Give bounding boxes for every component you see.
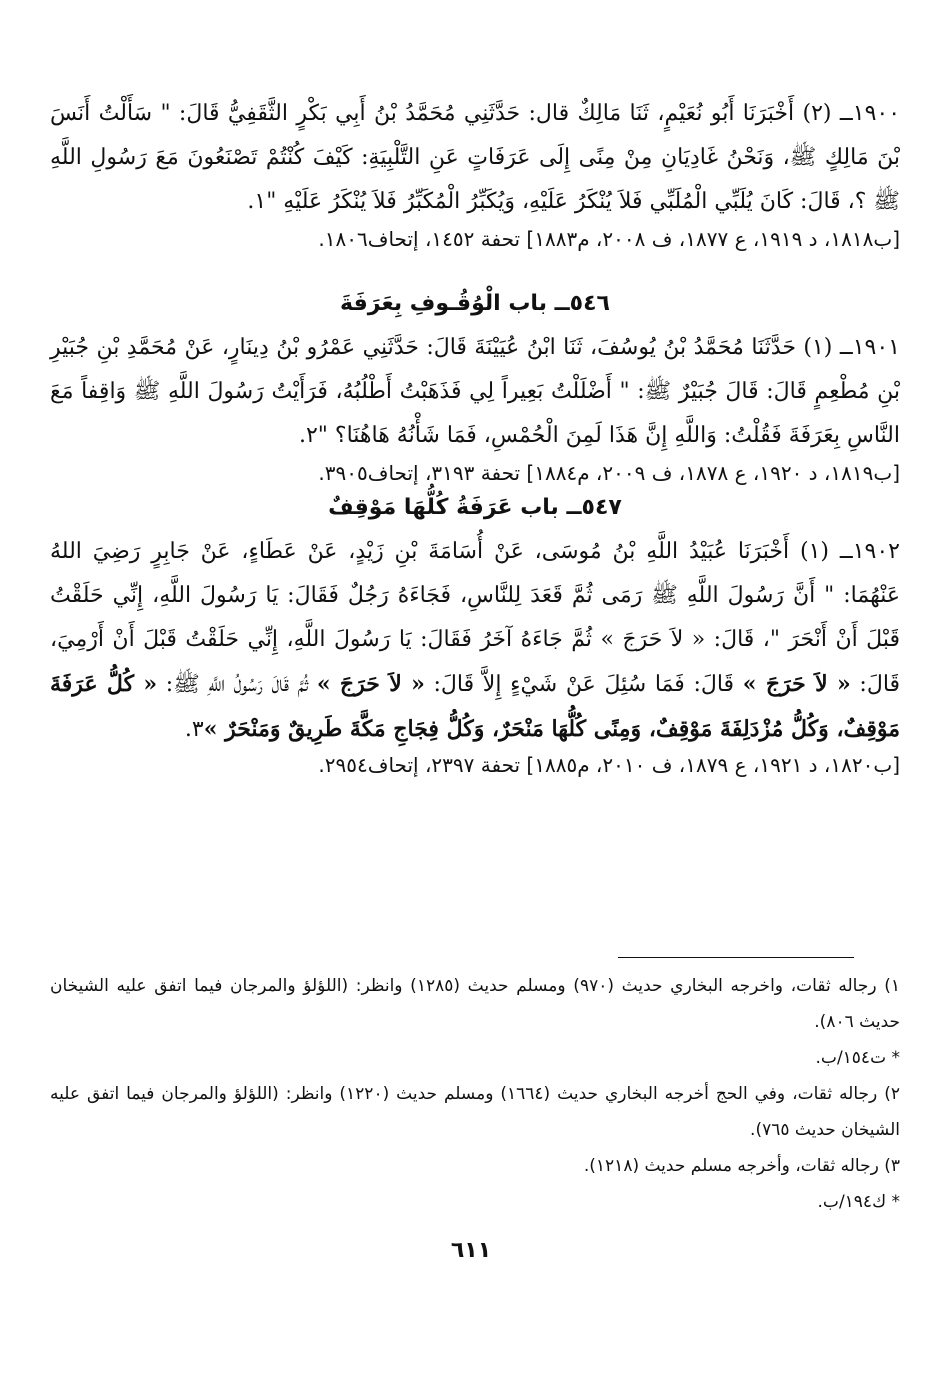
hadith-1900-refs: [ب١٨١٨، د ١٩١٩، ع ١٨٧٧، ف ٢٠٠٨، م١٨٨٣] تحفة ١٤٥٢، إتحاف١٨٠٦. <box>318 227 900 251</box>
hadith-1901-references <box>50 458 900 488</box>
hadith-1902-refs: [ب١٨٢٠، د ١٩٢١، ع ١٨٧٩، ف ٢٠١٠، م١٨٨٥] تحفة ٢٣٩٧، إتحاف٢٩٥٤. <box>318 753 900 777</box>
chapter-heading-546: ٥٤٦ــ باب الْوُقُـوفِ بِعَرَفَةَ <box>340 291 610 316</box>
hadith-1902-text-mid-2: ثُمَّ قَالَ رَسُولُ اللَّهِ ﷺ: <box>157 672 317 697</box>
page-number: ٦١١ <box>450 1238 492 1263</box>
footnote-marker-2: * ك١٩٤/ب. <box>817 1192 900 1212</box>
hadith-1902-text-mid: قَالَ: فَمَا سُئِلَ عَنْ شَيْءٍ إِلاَّ قَالَ: <box>424 672 743 697</box>
hadith-1902-quote-1: « لاَ حَرَجَ » <box>742 671 851 697</box>
hadith-1902-references <box>50 750 900 780</box>
hadith-1902-quote-3: « كُلُّ عَرَفَةَ مَوْقِفٌ، وَكُلُّ مُزْدَلِفَةَ مَوْقِفٌ، وَمِنًى كُلُّهَا مَنْحَرٌ، وَكُلُّ فِجَاجِ مَكَّةَ طَرِيقٌ وَمَنْحَرٌ » <box>50 671 900 742</box>
chapter-heading-547: ٥٤٧ــ باب عَرَفَةُ كُلُّهَا مَوْقِفٌ <box>328 495 622 520</box>
hadith-1902-text-end: ٣. <box>184 717 204 742</box>
footnote-2: ٢) رجاله ثقات، وفي الحج أخرجه البخاري حديث (١٦٦٤) ومسلم حديث (١٢٢٠) وانظر: (اللؤلؤ والمرجان فيما اتفق عليه الشيخان حديث ٧٦٥). <box>50 1084 900 1140</box>
footnote-separator <box>618 957 854 958</box>
footnotes <box>50 968 900 1220</box>
hadith-1901 <box>50 326 900 458</box>
hadith-1901-refs: [ب١٨١٩، د ١٩٢٠، ع ١٨٧٨، ف ٢٠٠٩، م١٨٨٤] تحفة ٣١٩٣، إتحاف٣٩٠٥. <box>318 461 900 485</box>
footnote-marker-1: * ت١٥٤/ب. <box>815 1048 900 1068</box>
footnote-3: ٣) رجاله ثقات، وأخرجه مسلم حديث (١٢١٨). <box>583 1156 900 1176</box>
footnote-1: ١) رجاله ثقات، واخرجه البخاري حديث (٩٧٠) ومسلم حديث (١٢٨٥) وانظر: (اللؤلؤ والمرجان فيما اتفق عليه الشيخان حديث ٨٠٦). <box>50 976 900 1032</box>
hadith-1902-text <box>50 530 900 752</box>
hadith-1902-quote-2: « لاَ حَرَجَ » <box>316 671 425 697</box>
hadith-1900 <box>50 92 900 224</box>
hadith-1900-text: ١٩٠٠ــ (٢) أَخْبَرَنَا أَبُو نُعَيْمٍ، ثَنَا مَالِكٌ قال: حَدَّثَنِي مُحَمَّدُ بْنُ أَبِي بَكْرٍ الثَّقَفِيُّ قَالَ: " سَأَلْتُ أَنَسَ بْنَ مَالِكٍ ﷺ، وَنَحْنُ غَادِيَانِ مِنْ مِنًى إِلَى عَرَفَاتٍ عَنِ التَّلْبِيَةِ: كَيْفَ كُنْتُمْ تَصْنَعُونَ مَعَ رَسُولِ اللَّهِ ﷺ ؟، قَالَ: كَانَ يُلَبِّي الْمُلَبِّي فَلاَ يُنْكَرُ عَلَيْهِ، وَيُكَبِّرُ الْمُكَبِّرُ فَلاَ يُنْكَرُ عَلَيْهِ "١. <box>50 101 901 214</box>
hadith-1901-text: ١٩٠١ــ (١) حَدَّثَنَا مُحَمَّدُ بْنُ يُوسُفَ، ثَنَا ابْنُ عُيَيْنَةَ قَالَ: حَدَّثَنِي عَمْرُو بْنُ دِينَارٍ، عَنْ مُحَمَّدِ بْنِ جُبَيْرِ بْنِ مُطْعِمٍ قَالَ: قَالَ جُبَيْرٌ ﷺ: " أَضْلَلْتُ بَعِيراً لِي فَذَهَبْتُ أَطْلُبُهُ، فَرَأَيْتُ رَسُولَ اللَّهِ ﷺ وَاقِفاً مَعَ النَّاسِ بِعَرَفَةَ فَقُلْتُ: وَاللَّهِ إِنَّ هَذَا لَمِنَ الْحُمْسِ، فَمَا شَأْنُهُ هَاهُنَا؟ "٢. <box>50 335 900 448</box>
hadith-1900-references <box>50 224 900 254</box>
hadith-1902-text-plain: ١٩٠٢ــ (١) أَخْبَرَنَا عُبَيْدُ اللَّهِ بْنُ مُوسَى، عَنْ أُسَامَةَ بْنِ زَيْدٍ، عَنْ عَطَاءٍ، عَنْ جَابِرٍ رَضِيَ اللهُ عَنْهُمَا: " أَنَّ رَسُولَ اللَّهِ ﷺ رَمَى ثُمَّ قَعَدَ لِلنَّاسِ، فَجَاءَهُ رَجُلٌ فَقَالَ: يَا رَسُولَ اللَّهِ، إِنِّي حَلَقْتُ قَبْلَ أَنْ أَنْحَرَ "، قَالَ: « لاَ حَرَجَ » ثُمَّ جَاءَهُ آخَرُ فَقَالَ: يَا رَسُولَ اللَّهِ، إِنِّي حَلَقْتُ قَبْلَ أَنْ أَرْمِيَ، قَالَ: <box>50 539 901 697</box>
hadith-1902 <box>50 530 900 752</box>
